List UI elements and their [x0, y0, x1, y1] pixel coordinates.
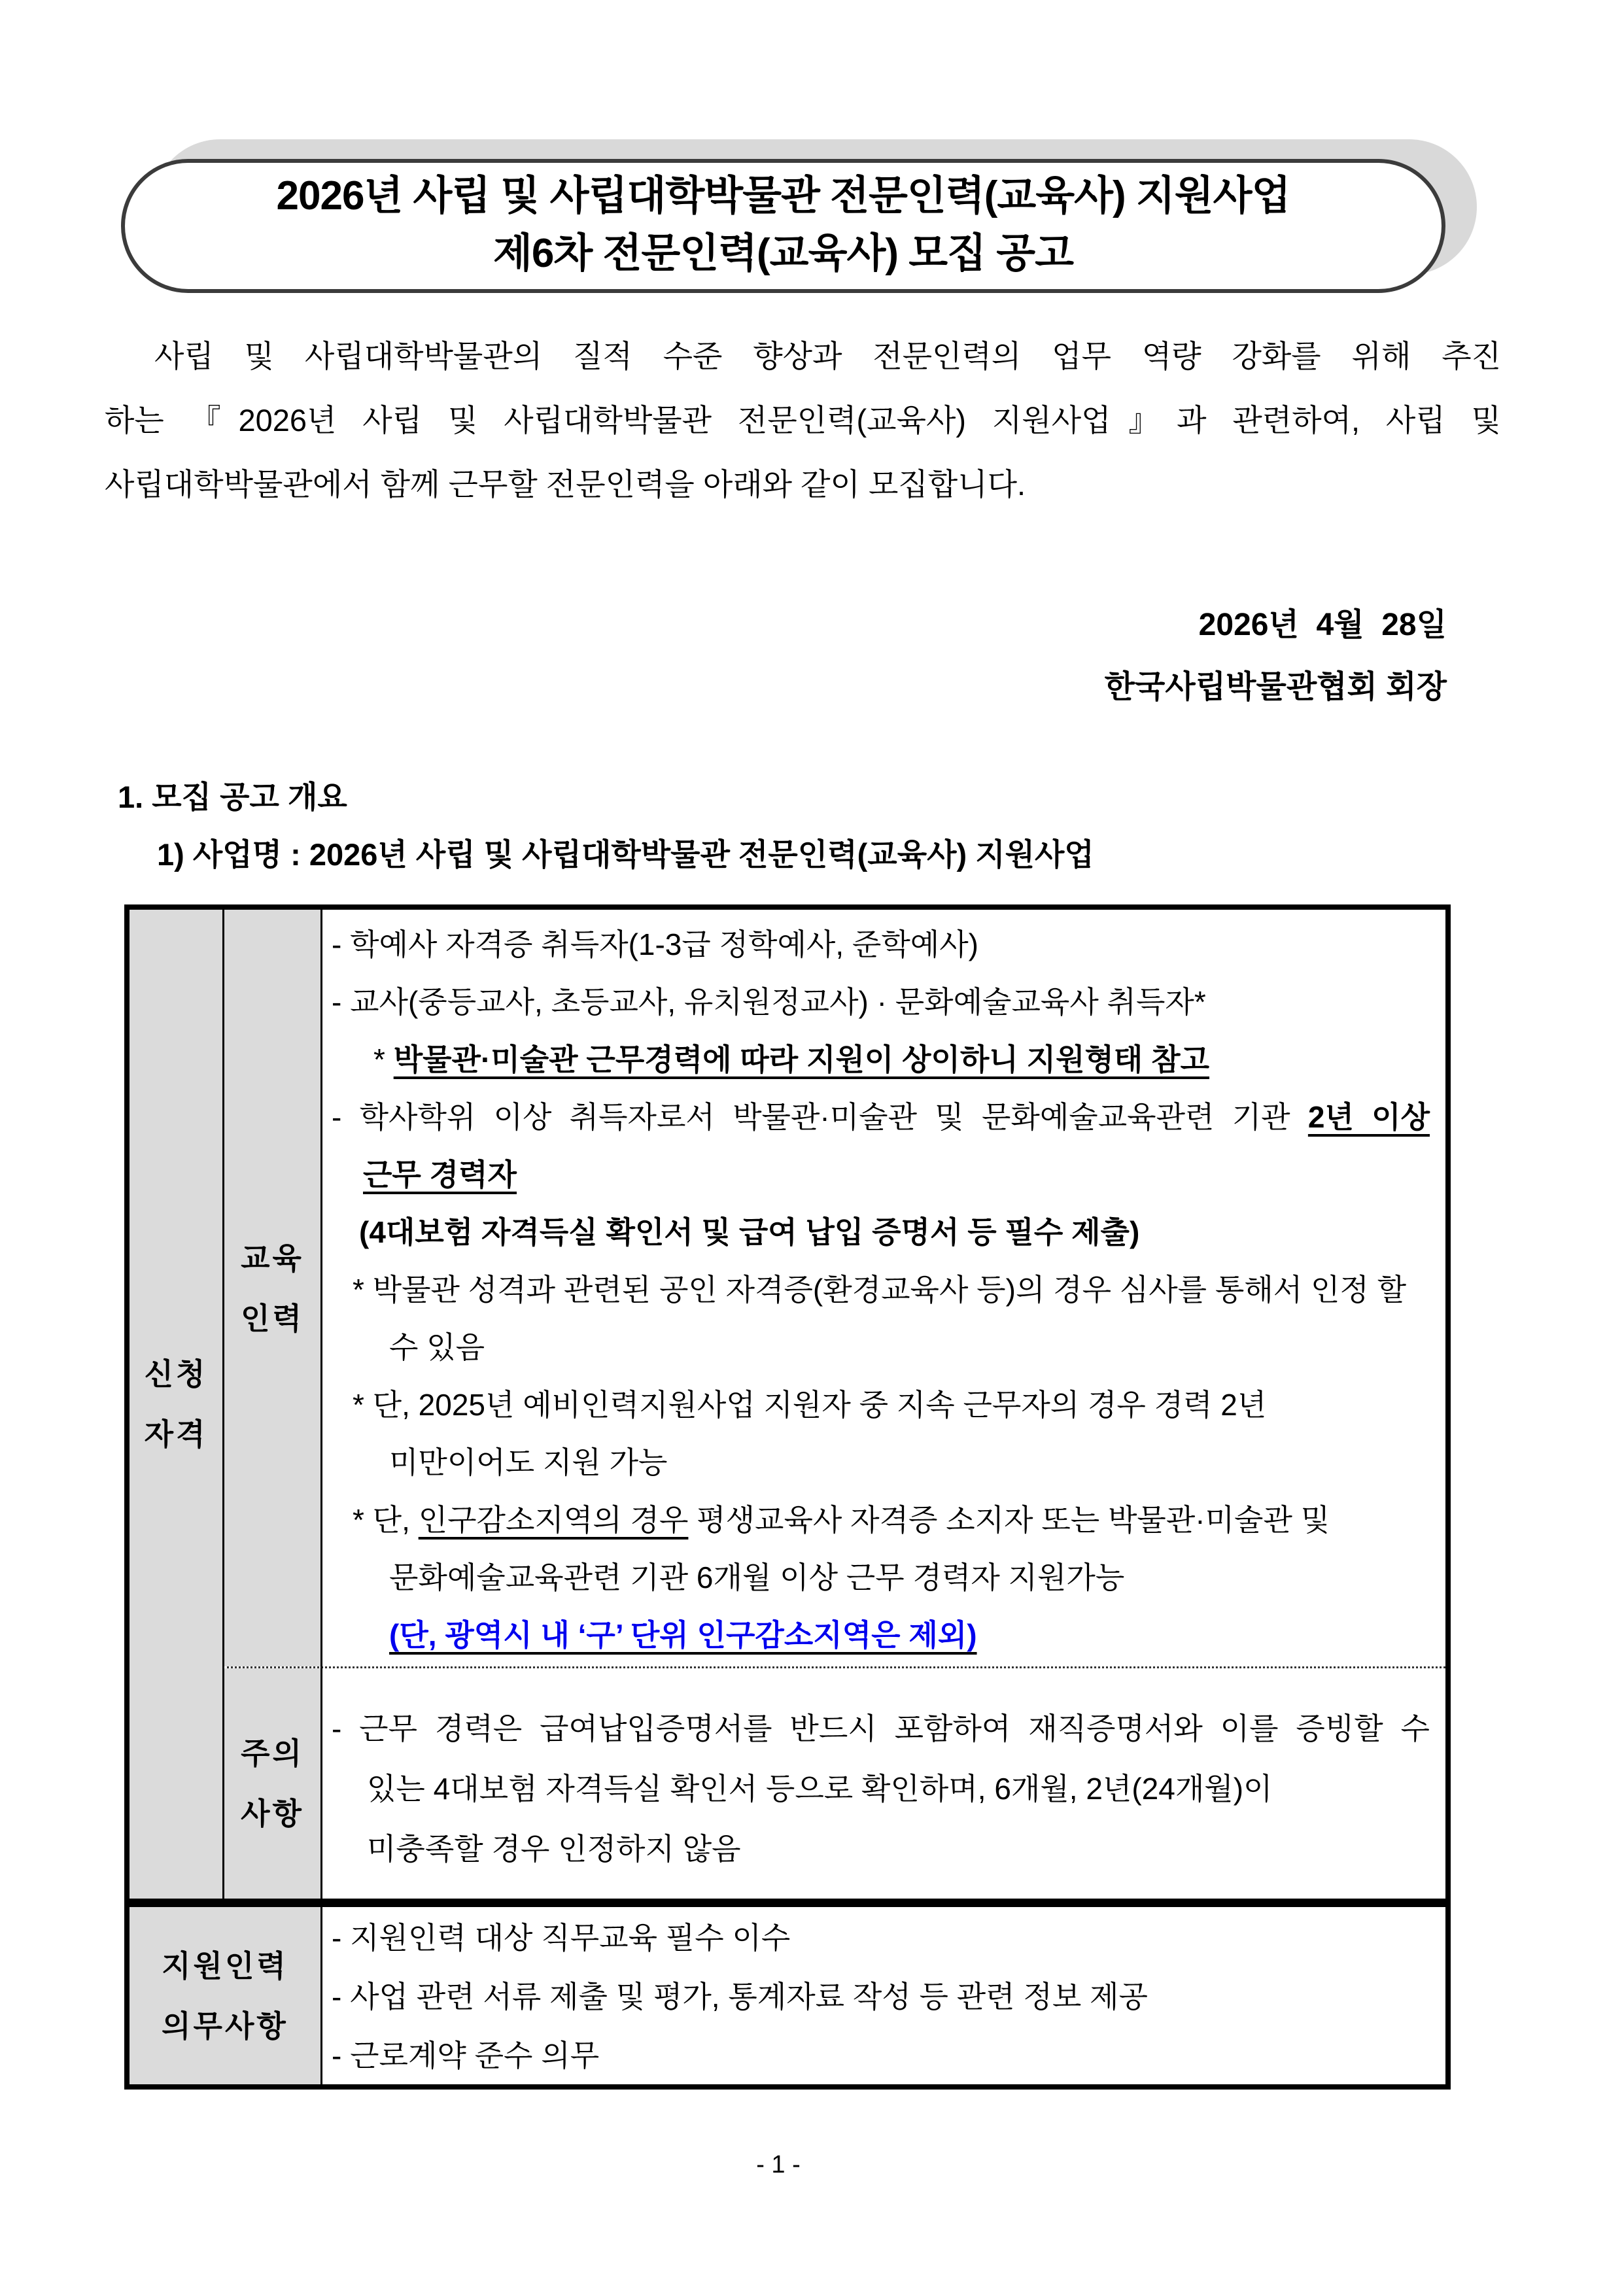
- title-line-1: 2026년 사립 및 사립대학박물관 전문인력(교육사) 지원사업: [276, 173, 1290, 218]
- thick-row-divider: [130, 1899, 1445, 1907]
- title-banner: [121, 159, 1445, 293]
- header-line: 주의: [241, 1736, 304, 1770]
- announcement-date: 2026년 4월 28일: [1198, 608, 1447, 642]
- table-line: [322, 1606, 1445, 1664]
- title-line-2: 제6차 전문인력(교육사) 모집 공고: [492, 231, 1074, 276]
- exclusion-note-blue: (단, 광역시 내 ‘구’ 단위 인구감소지역은 제외): [389, 1618, 977, 1652]
- column-divider-2: [320, 910, 322, 2084]
- header-line: 신청: [144, 1357, 208, 1391]
- table-line: 문화예술교육관련 기관 6개월 이상 근무 경력자 지원가능: [389, 1560, 1125, 1594]
- emphasized-text: 근무 경력자: [363, 1158, 517, 1192]
- table-line: (4대보험 자격득실 확인서 및 급여 납입 증명서 등 필수 제출): [359, 1215, 1140, 1249]
- sign-off-block: [785, 594, 1447, 718]
- intro-paragraph: [105, 324, 1501, 517]
- table-line: - 교사(중등교사, 초등교사, 유치원정교사) · 문화예술교육사 취득자*: [332, 985, 1206, 1019]
- row-header-caution: [224, 1668, 320, 1899]
- underlined-text: 인구감소지역의 경우: [418, 1503, 689, 1537]
- caution-content: [322, 1668, 1445, 1899]
- line-text: - 학사학위 이상 취득자로서 박물관·미술관 및 문화예술교육관련 기관: [332, 1100, 1308, 1134]
- header-line: 사항: [241, 1797, 304, 1831]
- eligibility-table: [124, 904, 1451, 2090]
- intro-line: 사립대학박물관에서 함께 근무할 전문인력을 아래와 같이 모집합니다.: [105, 467, 1026, 502]
- table-line: 수 있음: [389, 1330, 485, 1364]
- page-number: - 1 -: [756, 2151, 801, 2178]
- line-text: 평생교육사 자격증 소지자 또는 박물관·미술관 및: [688, 1503, 1330, 1537]
- header-line: 인력: [241, 1301, 304, 1335]
- education-personnel-content: [322, 910, 1445, 1666]
- line-text: * 단,: [353, 1503, 419, 1537]
- table-line: 미충족할 경우 인정하지 않음: [367, 1832, 741, 1866]
- table-line: * 박물관 성격과 관련된 공인 자격증(환경교육사 등)의 경우 심사를 통해서 인정 할: [353, 1273, 1407, 1307]
- table-line: - 학예사 자격증 취득자(1-3급 정학예사, 준학예사): [332, 927, 978, 961]
- emphasized-text: 박물관·미술관 근무경력에 따라 지원이 상이하니 지원형태 참고: [393, 1042, 1210, 1076]
- section-heading: 1. 모집 공고 개요: [118, 780, 347, 814]
- bullet-star: *: [373, 1042, 394, 1076]
- table-line: - 지원인력 대상 직무교육 필수 이수: [332, 1921, 791, 1955]
- table-line: - 근로계약 준수 의무: [332, 2039, 600, 2073]
- section-item-project-name: 1) 사업명 : 2026년 사립 및 사립대학박물관 전문인력(교육사) 지원사업: [157, 837, 1094, 872]
- table-line: - 사업 관련 서류 제출 및 평가, 통계자료 작성 등 관련 정보 제공: [332, 1980, 1148, 2014]
- header-line: 교육: [241, 1241, 304, 1275]
- intro-line: 하는 『2026년 사립 및 사립대학박물관 전문인력(교육사) 지원사업』과 관련하여, 사립 및: [105, 403, 1501, 438]
- table-line: [322, 1088, 1445, 1146]
- table-line: - 근무 경력은 급여납입증명서를 반드시 포함하여 재직증명서와 이를 증빙할 수: [332, 1712, 1430, 1746]
- emphasized-text: 2년 이상: [1307, 1100, 1430, 1134]
- row-header-education-personnel: [224, 910, 320, 1666]
- header-line: 의무사항: [162, 2008, 288, 2043]
- row-header-support-personnel-duties: [130, 1907, 320, 2084]
- table-line: * 단, 2025년 예비인력지원사업 지원자 중 지속 근무자의 경우 경력 2년: [353, 1388, 1267, 1422]
- table-line: [322, 1031, 1445, 1088]
- col-header-application-qualification: [130, 910, 222, 1899]
- header-line: 자격: [144, 1417, 208, 1451]
- header-line: 지원인력: [162, 1948, 288, 1983]
- column-divider-1: [222, 910, 224, 1899]
- table-line: [322, 1146, 1445, 1203]
- announcement-org: 한국사립박물관협회 회장: [1104, 670, 1447, 704]
- support-personnel-duties-content: [322, 1907, 1445, 2084]
- table-line: 있는 4대보험 자격득실 확인서 등으로 확인하며, 6개월, 2년(24개월)이: [367, 1772, 1273, 1806]
- intro-line: 사립 및 사립대학박물관의 질적 수준 향상과 전문인력의 업무 역량 강화를 위해 추진: [154, 339, 1501, 373]
- table-line: 미만이어도 지원 가능: [389, 1445, 668, 1479]
- table-line: [322, 1491, 1445, 1549]
